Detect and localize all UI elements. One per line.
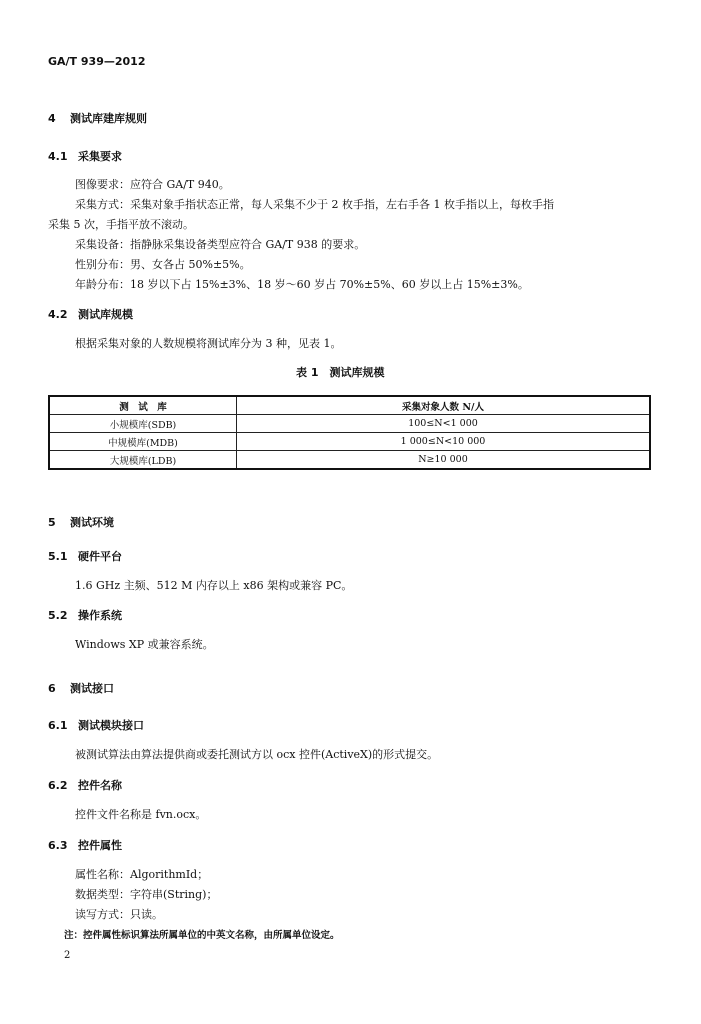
section-title: 操作系统 — [78, 609, 122, 622]
section-4-heading — [48, 110, 147, 126]
table-cell-library: 中规模库(MDB) — [49, 433, 237, 451]
section-4-1-heading — [48, 148, 122, 164]
table-header-library: 测 试 库 — [49, 396, 237, 415]
table-cell-count: N≥10 000 — [237, 451, 651, 470]
section-number: 6 — [48, 682, 56, 695]
section-title: 测试库建库规则 — [70, 112, 147, 125]
table-row — [49, 451, 650, 470]
table-row — [49, 433, 650, 451]
section-number: 4 — [48, 112, 56, 125]
note-control-property: 注：控件属性标识算法所属单位的中英文名称，由所属单位设定。 — [64, 930, 340, 941]
section-title: 控件名称 — [78, 779, 122, 792]
section-5-heading — [48, 514, 114, 530]
standard-code: GA/T 939—2012 — [48, 55, 146, 68]
section-4-2-heading — [48, 306, 133, 322]
section-title: 测试库规模 — [78, 308, 133, 321]
section-number: 5 — [48, 516, 56, 529]
table-cell-count: 100≤N<1 000 — [237, 415, 651, 433]
paragraph-property-name: 属性名称：AlgorithmId； — [75, 868, 209, 881]
paragraph-gender-distribution: 性别分布：男、女各占 50%±5%。 — [75, 258, 251, 271]
section-number: 5.2 — [48, 609, 68, 622]
section-number: 6.1 — [48, 719, 68, 732]
paragraph-capture-method: 采集方式：采集对象手指状态正常，每人采集不少于 2 枚手指，左右手各 1 枚手指以上，每枚手指 — [75, 198, 554, 211]
paragraph-image-requirement: 图像要求：应符合 GA/T 940。 — [75, 178, 230, 191]
section-number: 5.1 — [48, 550, 68, 563]
section-title: 控件属性 — [78, 839, 122, 852]
paragraph-capture-device: 采集设备：指静脉采集设备类型应符合 GA/T 938 的要求。 — [75, 238, 366, 251]
section-number: 6.2 — [48, 779, 68, 792]
paragraph-control-filename: 控件文件名称是 fvn.ocx。 — [75, 808, 207, 821]
section-title: 硬件平台 — [78, 550, 122, 563]
paragraph-library-scale: 根据采集对象的人数规模将测试库分为 3 种，见表 1。 — [75, 337, 342, 350]
page-number: 2 — [64, 950, 71, 961]
section-6-1-heading — [48, 717, 144, 733]
paragraph-capture-method-cont: 采集 5 次，手指平放不滚动。 — [48, 218, 194, 231]
table-header-row — [49, 396, 650, 415]
table-1-title: 表 1 测试库规模 — [296, 366, 385, 379]
paragraph-data-type: 数据类型：字符串(String)； — [75, 888, 218, 901]
section-6-heading — [48, 680, 114, 696]
table-header-count: 采集对象人数 N/人 — [237, 396, 651, 415]
paragraph-hardware-platform: 1.6 GHz 主频、512 M 内存以上 x86 架构或兼容 PC。 — [75, 579, 353, 592]
section-title: 采集要求 — [78, 150, 122, 163]
table-cell-count: 1 000≤N<10 000 — [237, 433, 651, 451]
section-number: 4.1 — [48, 150, 68, 163]
table-cell-library: 大规模库(LDB) — [49, 451, 237, 470]
table-1 — [48, 395, 651, 470]
section-6-3-heading — [48, 837, 122, 853]
section-title: 测试接口 — [70, 682, 114, 695]
paragraph-operating-system: Windows XP 或兼容系统。 — [75, 638, 214, 651]
section-5-2-heading — [48, 607, 122, 623]
section-5-1-heading — [48, 548, 122, 564]
table-cell-library: 小规模库(SDB) — [49, 415, 237, 433]
paragraph-age-distribution: 年龄分布：18 岁以下占 15%±3%、18 岁～60 岁占 70%±5%、60 岁以上占 15%±3%。 — [75, 278, 529, 291]
section-title: 测试环境 — [70, 516, 114, 529]
section-number: 6.3 — [48, 839, 68, 852]
paragraph-test-module-interface: 被测试算法由算法提供商或委托测试方以 ocx 控件(ActiveX)的形式提交。 — [75, 748, 439, 761]
paragraph-access-mode: 读写方式：只读。 — [75, 908, 163, 921]
section-title: 测试模块接口 — [78, 719, 144, 732]
section-number: 4.2 — [48, 308, 68, 321]
section-6-2-heading — [48, 777, 122, 793]
table-row — [49, 415, 650, 433]
